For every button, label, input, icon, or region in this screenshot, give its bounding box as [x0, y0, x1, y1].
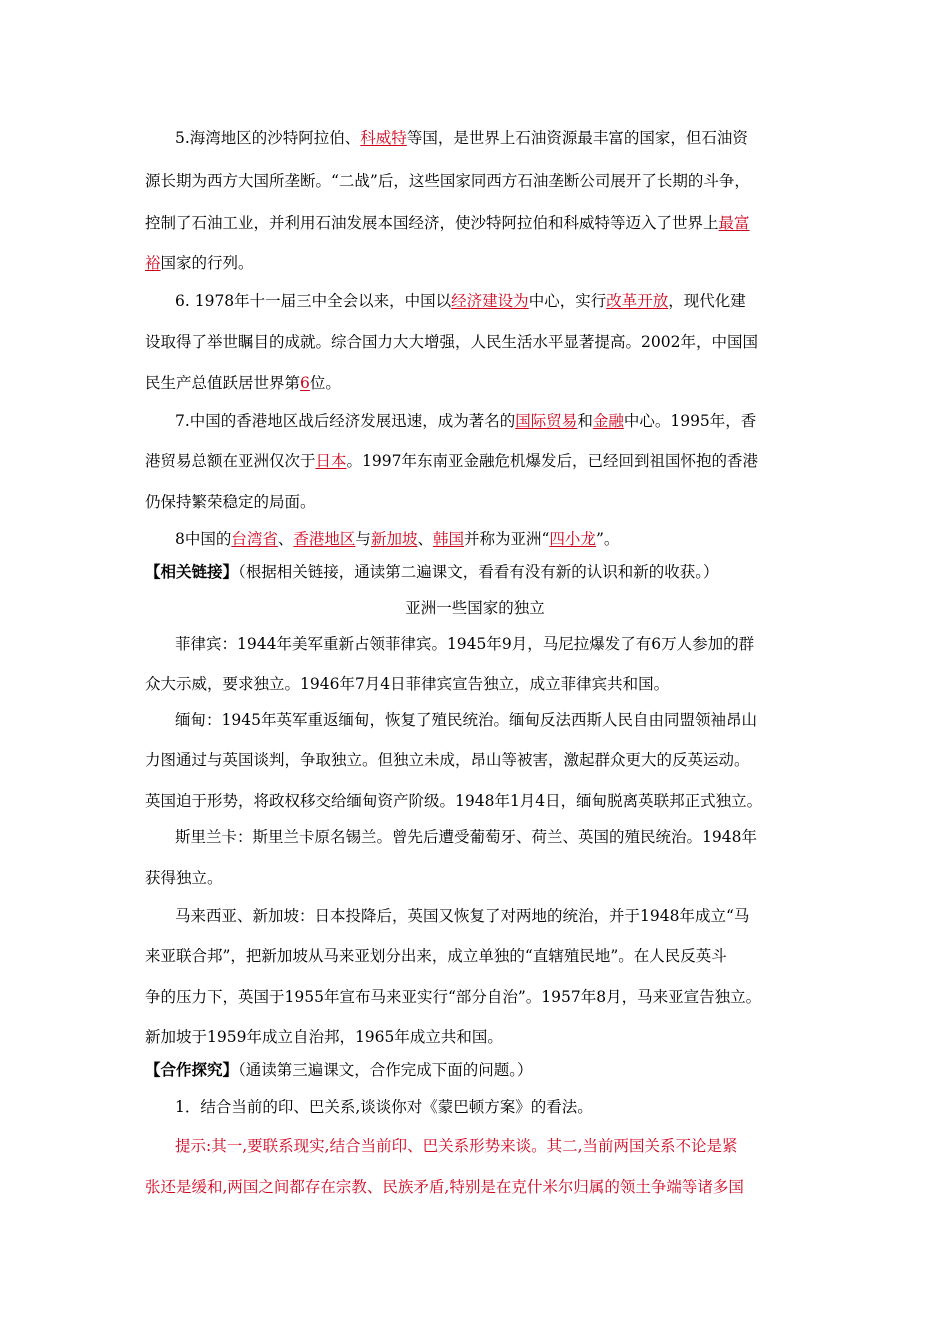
- text: 港贸易总额在亚洲仅次于: [145, 452, 316, 470]
- philippines-line1: 菲律宾：1944年美军重新占领菲律宾。1945年9月，马尼拉爆发了有6万人参加的群: [175, 635, 755, 653]
- coop-heading-line: [145, 1060, 533, 1080]
- burma-line1: 缅甸：1945年英军重返缅甸，恢复了殖民统治。缅甸反法西斯人民自由同盟领袖昂山: [175, 711, 757, 729]
- answer-richest: 最富: [718, 214, 750, 232]
- malaysia-line3: 争的压力下，英国于1955年宣布马来亚实行“部分自治”。1957年8月，马来亚宣告独立。: [145, 988, 762, 1006]
- text: 中心。1995年，香: [623, 412, 757, 430]
- text: 6. 1978年十一届三中全会以来，中国以: [175, 292, 452, 310]
- answer-intl-trade: 国际贸易: [515, 412, 578, 430]
- text: 国家的行列。: [160, 254, 254, 272]
- coop-note: （通读第三遍课文，合作完成下面的问题。）: [238, 1061, 533, 1079]
- section-title: 亚洲一些国家的独立: [405, 599, 545, 617]
- text: 控制了石油工业，并利用石油发展本国经济，使沙特阿拉伯和科威特等迈入了世界上: [145, 214, 719, 232]
- text: 位。: [309, 374, 341, 392]
- answer-economic-construction: 经济建设为: [451, 292, 529, 310]
- malaysia-line1: 马来西亚、新加坡：日本投降后，英国又恢复了对两地的统治，并于1948年成立“马: [175, 907, 750, 925]
- answer-hongkong: 香港地区: [293, 530, 356, 548]
- item5-line1: [175, 128, 748, 148]
- malaysia-line2: 来亚联合邦”，把新加坡从马来亚划分出来，成立单独的“直辖殖民地”。在人民反英斗: [145, 947, 727, 965]
- srilanka-line1: 斯里兰卡：斯里兰卡原名锡兰。曾先后遭受葡萄牙、荷兰、英国的殖民统治。1948年: [175, 828, 757, 846]
- item5-line2: 源长期为西方大国所垄断。“二战”后，这些国家同西方石油垄断公司展开了长期的斗争，: [145, 172, 750, 190]
- item5-line3: [145, 213, 750, 233]
- answer-singapore: 新加坡: [370, 530, 418, 548]
- text: ，现代化建: [668, 292, 746, 310]
- text: 7.中国的香港地区战后经济发展迅速，成为著名的: [175, 412, 516, 430]
- text: 等国，是世界上石油资源最丰富的国家，但石油资: [406, 129, 748, 147]
- srilanka-line2: 获得独立。: [145, 869, 223, 887]
- answer-japan: 日本: [315, 452, 347, 470]
- answer-richest-cont: 裕: [145, 254, 161, 272]
- answer-kuwait: 科威特: [360, 129, 407, 147]
- item6-line2: 设取得了举世瞩目的成就。综合国力大大增强，人民生活水平显著提高。2002年，中国国: [145, 333, 758, 351]
- text: 5.海湾地区的沙特阿拉伯、: [175, 129, 361, 147]
- text: 民生产总值跃居世界第: [145, 374, 301, 392]
- text: 和: [577, 412, 593, 430]
- related-heading-line: [145, 562, 719, 582]
- item8-line: [175, 529, 619, 549]
- answer-rank: 6: [300, 374, 310, 392]
- text: 与: [355, 530, 371, 548]
- answer-taiwan: 台湾省: [231, 530, 278, 548]
- item7-line3: 仍保持繁荣稳定的局面。: [145, 493, 316, 511]
- hint-line1: 提示:其一,要联系现实,结合当前印、巴关系形势来谈。其二,当前两国关系不论是紧: [175, 1137, 738, 1155]
- item6-line1: [175, 291, 746, 311]
- hint-line2: 张还是缓和,两国之间都存在宗教、民族矛盾,特别是在克什米尔归属的领土争端等诸多国: [145, 1178, 744, 1196]
- philippines-line2: 众大示威，要求独立。1946年7月4日菲律宾宣告独立，成立菲律宾共和国。: [145, 675, 670, 693]
- text: 、: [277, 530, 294, 548]
- answer-korea: 韩国: [432, 530, 464, 548]
- related-note: （根据相关链接，通读第二遍课文，看看有没有新的认识和新的收获。）: [238, 563, 719, 581]
- item7-line2: [145, 451, 758, 471]
- item6-line3: [145, 373, 341, 393]
- answer-finance: 金融: [592, 412, 624, 430]
- item5-line4: [145, 253, 254, 273]
- burma-line2: 力图通过与英国谈判，争取独立。但独立未成，昂山等被害，激起群众更大的反英运动。: [145, 751, 750, 769]
- question-1: 1．结合当前的印、巴关系,谈谈你对《蒙巴顿方案》的看法。: [175, 1098, 593, 1116]
- text: 8中国的: [175, 530, 232, 548]
- answer-reform-opening: 改革开放: [606, 292, 669, 310]
- text: 中心，实行: [528, 292, 607, 310]
- malaysia-line4: 新加坡于1959年成立自治邦，1965年成立共和国。: [145, 1028, 503, 1046]
- burma-line3: 英国迫于形势，将政权移交给缅甸资产阶级。1948年1月4日，缅甸脱离英联邦正式独立。: [145, 792, 763, 810]
- answer-four-dragons: 四小龙: [549, 530, 596, 548]
- text: 并称为亚洲“: [463, 530, 550, 548]
- text: 。1997年东南亚金融危机爆发后，已经回到祖国怀抱的香港: [346, 452, 758, 470]
- text: 、: [417, 530, 433, 548]
- item7-line1: [175, 411, 756, 431]
- related-heading: 【相关链接】: [145, 562, 239, 581]
- coop-heading: 【合作探究】: [145, 1060, 239, 1079]
- text: ”。: [595, 530, 620, 548]
